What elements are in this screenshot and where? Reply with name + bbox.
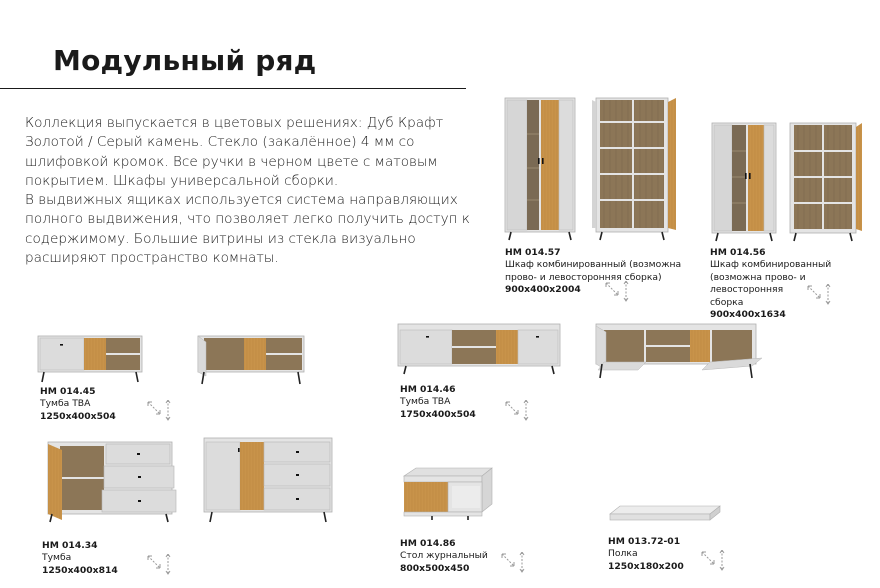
- product-name: Шкаф комбинированный: [710, 259, 832, 271]
- tv-stand-014-45-closed-image: [38, 336, 144, 384]
- collection-description: [25, 114, 480, 268]
- description-paragraph-2: В выдвижных ящиках используется система направляющих полного выдвижения, что позволяет легко получить доступ к содержимому. Большие витрины из стекла визуально расширяют пространство комнаты.: [25, 192, 470, 267]
- coffee-table-014-86-image: [402, 466, 494, 522]
- product-dimensions: 1750х400х504: [400, 408, 476, 420]
- product-code: НМ 014.56: [710, 247, 766, 258]
- rotate-gesture-icon: [604, 281, 630, 303]
- product-code: НМ 014.34: [42, 540, 98, 551]
- product-caption-013-72-01: [608, 536, 684, 573]
- product-name: прово- и левосторонняя сборка): [505, 271, 662, 283]
- tv-stand-014-46-open-image: [592, 324, 768, 380]
- tv-stand-014-45-open-image: [198, 336, 308, 386]
- product-dimensions: 1250х400х814: [42, 564, 118, 576]
- product-dimensions: 1250х400х504: [40, 410, 116, 422]
- cabinet-014-56-open-image: [790, 121, 864, 243]
- product-dimensions: 1250х180х200: [608, 560, 684, 572]
- rotate-gesture-icon: [500, 552, 526, 574]
- product-code: НМ 014.45: [40, 386, 96, 397]
- product-dimensions: 900х400х2004: [505, 284, 581, 296]
- sideboard-014-34-open-image: [44, 440, 180, 524]
- product-dimensions: 800х500х450: [400, 562, 470, 574]
- sideboard-014-34-closed-image: [204, 438, 334, 524]
- product-name: Стол журнальный: [400, 550, 488, 562]
- product-caption-014-46: [400, 384, 476, 421]
- product-caption-014-86: [400, 538, 488, 575]
- tv-stand-014-46-closed-image: [398, 324, 564, 376]
- description-paragraph-1: Коллекция выпускается в цветовых решениях: Дуб Крафт Золотой / Серый камень. Стекло (закалённое) 4 мм со шлифовкой кромок. Все ручки в черном цвете с матовым покрытием. Шкафы универсальной сборки.: [25, 115, 444, 189]
- title-divider: [0, 88, 466, 89]
- product-caption-014-45: [40, 386, 116, 423]
- product-caption-014-34: [42, 540, 118, 577]
- cabinet-014-56-closed-image: [712, 121, 778, 243]
- product-name: Тумба ТВА: [400, 396, 451, 408]
- rotate-gesture-icon: [504, 400, 530, 422]
- product-code: НМ 014.46: [400, 384, 456, 395]
- product-name: Тумба ТВА: [40, 398, 91, 410]
- product-code: НМ 013.72-01: [608, 536, 681, 547]
- shelf-013-72-01-image: [610, 504, 722, 524]
- product-name: сборка: [710, 296, 744, 308]
- rotate-gesture-icon: [146, 400, 172, 422]
- product-caption-014-56: [710, 247, 880, 321]
- page-title: Модульный ряд: [53, 44, 317, 77]
- product-name: Тумба: [42, 552, 72, 564]
- product-dimensions: 900х400х1634: [710, 309, 786, 321]
- cabinet-014-57-closed-image: [505, 96, 577, 242]
- rotate-gesture-icon: [700, 550, 726, 572]
- product-name: (возможна прово- и левосторонняя: [710, 271, 806, 296]
- product-name: Полка: [608, 548, 638, 560]
- cabinet-014-57-open-image: [596, 96, 680, 242]
- product-name: Шкаф комбинированный (возможна: [505, 259, 682, 271]
- product-code: НМ 014.86: [400, 538, 456, 549]
- rotate-gesture-icon: [146, 554, 172, 576]
- product-caption-014-57: [505, 247, 681, 297]
- product-code: НМ 014.57: [505, 247, 561, 258]
- rotate-gesture-icon: [806, 284, 832, 306]
